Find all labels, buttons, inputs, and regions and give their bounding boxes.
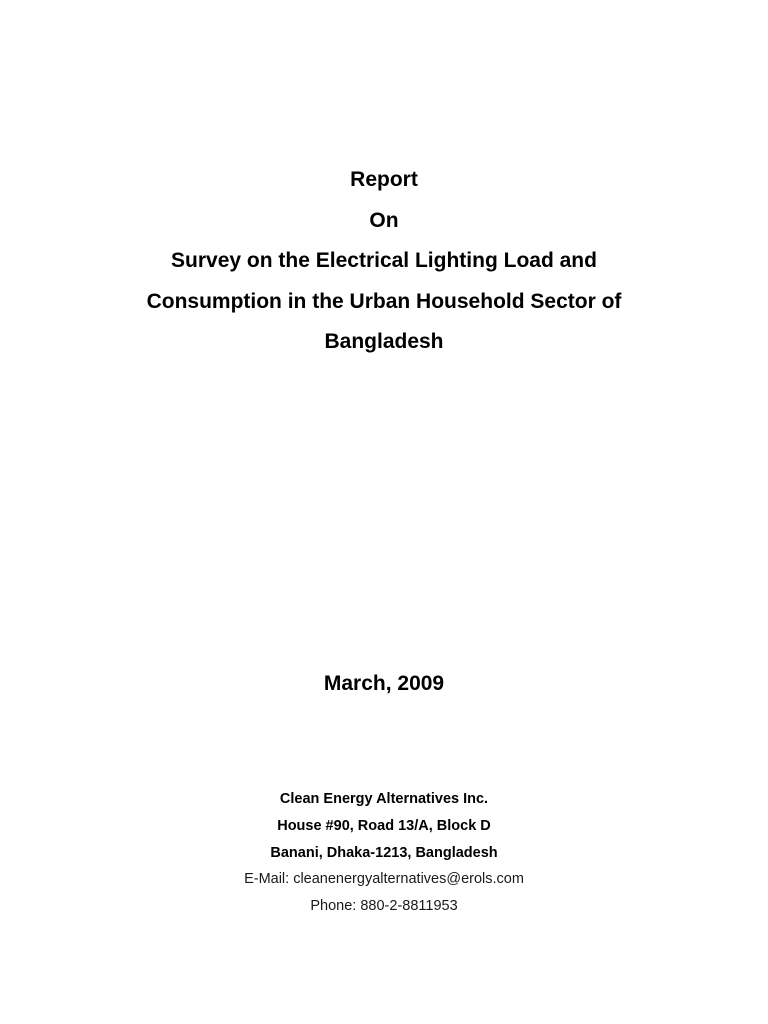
address-line-1: House #90, Road 13/A, Block D — [277, 817, 491, 834]
report-date: March, 2009 — [323, 672, 445, 695]
report-title — [0, 160, 768, 363]
organization-name: Clean Energy Alternatives Inc. — [279, 791, 489, 807]
address-line-2: Banani, Dhaka-1213, Bangladesh — [270, 844, 498, 861]
contact-block — [0, 786, 768, 920]
title-line-subject-3: Bangladesh — [324, 330, 444, 353]
email-line: E-Mail: cleanenergyalternatives@erols.com — [244, 871, 524, 888]
title-line-on: On — [369, 208, 399, 232]
phone-line: Phone: 880-2-8811953 — [310, 898, 458, 915]
title-line-subject-2: Consumption in the Urban Household Sector of — [146, 289, 622, 313]
title-line-report: Report — [350, 168, 418, 191]
title-line-subject-1: Survey on the Electrical Lighting Load and — [171, 249, 597, 272]
